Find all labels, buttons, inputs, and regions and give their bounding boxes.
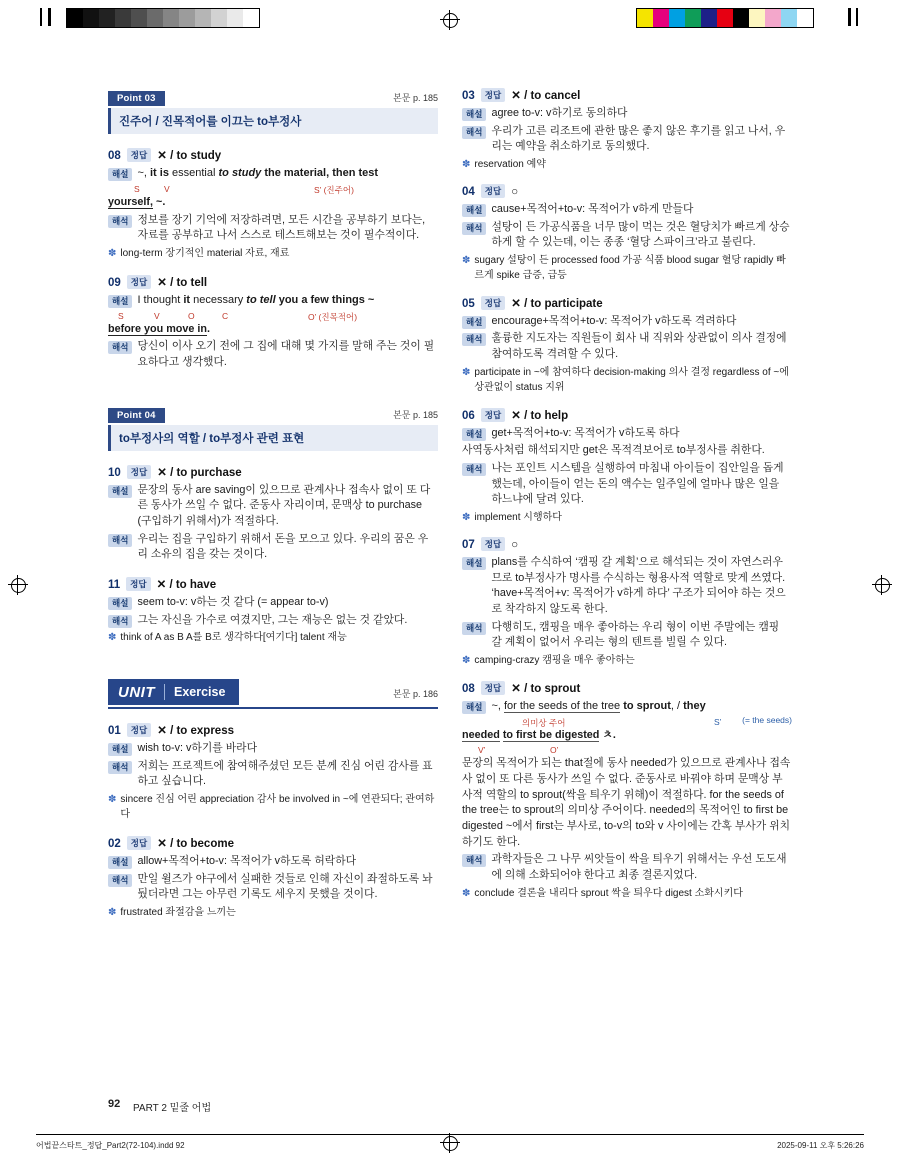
explanation-sentence: I thought it necessary to tell you a few things ~	[137, 293, 375, 306]
explanation-text: seem to-v: v하는 것 같다 (= appear to-v)	[137, 595, 329, 608]
translation-label: 해석	[108, 215, 132, 228]
translation-label: 해석	[108, 534, 132, 547]
explanation-sentence-2: before you move in.	[108, 322, 210, 335]
vocabulary-text: sugary 설탕이 든 processed food 가공 식품 blood sugar 혈당 rapidly 빠르게 spike 급증, 급등	[474, 254, 786, 281]
explanation-label: 해설	[108, 168, 132, 181]
question-number: 10	[108, 466, 121, 479]
star-icon: ✽	[462, 366, 471, 378]
vocabulary-note	[462, 510, 792, 525]
translation-text: 다행히도, 캠핑을 매우 좋아하는 우리 형이 이번 주말에는 캠핑 갈 계획이 없어서 우리는 형의 텐트를 빌릴 수 있다.	[491, 620, 780, 649]
translation-label: 해석	[108, 341, 132, 354]
unit-ref: 본문 p. 186	[393, 689, 438, 700]
vocabulary-text: implement 시행하다	[474, 511, 562, 523]
answer-label: 정답	[127, 723, 151, 737]
vocabulary-text: sincere 진심 어린 appreciation 감사 be involved in ~에 연관되다; 관여하다	[120, 794, 435, 821]
star-icon: ✽	[108, 794, 117, 806]
answer-item	[108, 275, 438, 371]
answer-label: 정답	[481, 184, 505, 198]
explanation-label: 해설	[108, 485, 132, 498]
answer-label: 정답	[126, 577, 150, 591]
question-number: 03	[462, 90, 475, 102]
translation-text: 정보를 장기 기억에 저장하려면, 모든 시간을 공부하기 보다는, 자료를 공부하고 나서 스스로 테스트해보는 것이 필수적이다.	[137, 213, 426, 242]
answer-value: ✕ / to sprout	[511, 682, 581, 695]
star-icon: ✽	[108, 632, 117, 644]
point04-header	[108, 405, 438, 421]
registration-mark-bottom	[440, 1133, 460, 1153]
explanation-label: 해설	[462, 557, 486, 570]
grayscale-swatch-bar	[66, 8, 260, 28]
point04-tag: Point 04	[108, 408, 165, 423]
explanation-sentence: ~, for the seeds of the tree to sprout, / they	[491, 699, 706, 712]
vocabulary-note	[462, 886, 792, 901]
star-icon: ✽	[462, 254, 471, 266]
explanation-text: agree to-v: v하기로 동의하다	[491, 107, 628, 119]
question-number: 07	[462, 538, 475, 551]
translation-text: 만일 윌즈가 야구에서 실패한 것들로 인해 자신이 좌절하도록 놔뒀더라면 그는 아무런 기록도 세우지 못했을 것이다.	[137, 872, 433, 901]
point03-tag: Point 03	[108, 91, 165, 106]
question-number: 04	[462, 185, 475, 198]
translation-text: 과학자들은 그 나무 씨앗들이 싹을 틔우기 위해서는 우선 도도새에 의해 소화되어야 한다고 최종 결론지었다.	[491, 853, 787, 881]
translation-label: 해석	[462, 463, 486, 476]
registration-mark-left	[8, 575, 28, 595]
answer-item	[108, 465, 438, 563]
color-swatch-bar	[636, 8, 814, 28]
star-icon: ✽	[108, 247, 117, 259]
translation-text: 나는 포인트 시스템을 실행하여 마침내 아이들이 집안일을 돕게 했는데, 아이들이 얻는 돈의 액수는 일주일에 얼마나 많은 일을 하느냐에 달려 있다.	[491, 462, 784, 506]
explanation-label: 해설	[462, 701, 486, 714]
translation-label: 해석	[462, 126, 486, 139]
explanation-text-2: 사역동사처럼 해석되지만 get은 목적격보어로 to부정사를 취한다.	[462, 444, 765, 457]
answer-label: 정답	[481, 296, 505, 310]
exercise-label: Exercise	[174, 685, 226, 700]
star-icon: ✽	[462, 887, 471, 899]
translation-text: 당신이 이사 오기 전에 그 집에 대해 몇 가지를 말해 주는 것이 필요하다고 생각했다.	[137, 340, 435, 369]
vocabulary-note	[108, 905, 438, 920]
vocabulary-text: long-term 장기적인 material 자료, 재료	[120, 247, 290, 259]
answer-item	[462, 185, 792, 283]
question-number: 09	[108, 276, 121, 289]
right-column	[462, 88, 792, 914]
vocabulary-text: camping-crazy 캠핑을 매우 좋아하는	[474, 654, 635, 666]
registration-mark-right	[872, 575, 892, 595]
translation-text: 우리가 고른 리조트에 관한 많은 좋지 않은 후기를 읽고 나서, 우리는 예약을 취소하기로 동의했다.	[491, 124, 786, 153]
question-number: 06	[462, 409, 475, 422]
grammar-annotation: 의미상 주어 S’	[522, 716, 722, 728]
trim-mark-right-2	[856, 8, 858, 26]
translation-label: 해석	[462, 333, 486, 346]
explanation-label: 해설	[108, 856, 132, 869]
banner-divider	[164, 684, 165, 700]
vocabulary-text: frustrated 좌절감을 느끼는	[120, 907, 236, 919]
explanation-text: cause+목적어+to-v: 목적어가 v하게 만들다	[491, 202, 694, 215]
grammar-annotation: S V S’ (진주어)	[134, 183, 354, 195]
grammar-annotation-2: V’ O’	[478, 745, 559, 756]
explanation-text: plans를 수식하여 ‘캠핑 갈 계획’으로 해석되는 것이 자연스러우므로 to부정사가 명사를 수식하는 형용사적 역할로 맞게 쓰였다. ‘have+목적어+v: 목적어가 v하게 하다’ 구조가 되어야 하는 것으로 착각하지 않도록 한다.	[491, 555, 786, 615]
answer-label: 정답	[127, 275, 151, 289]
vocabulary-note	[108, 792, 438, 822]
explanation-label: 해설	[462, 316, 486, 329]
unit-label: UNIT	[118, 683, 155, 701]
explanation-text: 문장의 동사 are saving이 있으므로 관계사나 접속사 없이 또 다른 동사가 쓰일 수 없다. 준동사 자리이며, 문맥상 to purchase (구입하기 위해서)가 적절하다.	[137, 483, 431, 527]
trim-mark-right	[848, 8, 851, 26]
star-icon: ✽	[462, 158, 471, 170]
answer-item	[462, 681, 792, 901]
explanation-text: wish to-v: v하기를 바라다	[137, 742, 258, 755]
explanation-label: 해설	[108, 295, 132, 308]
explanation-label: 해설	[108, 743, 132, 756]
question-number: 02	[108, 838, 121, 851]
answer-item	[108, 577, 438, 645]
point03-ref: 본문 p. 185	[393, 93, 438, 103]
answer-label: 정답	[481, 88, 505, 102]
trim-mark-left-2	[48, 8, 51, 26]
translation-label: 해석	[108, 615, 132, 628]
question-number: 01	[108, 725, 121, 738]
grammar-annotation: S V O C O’ (진목적어)	[118, 310, 358, 322]
translation-text: 설탕이 든 가공식품을 너무 많이 먹는 것은 혈당치가 빠르게 상승하게 할 수 있는데, 이는 종종 ‘혈당 스파이크’라고 불린다.	[491, 220, 790, 249]
translation-text: 저희는 프로젝트에 참여해주셨던 모든 분께 진심 어린 감사를 표하고 싶습니다.	[137, 759, 433, 788]
answer-item	[108, 723, 438, 822]
answer-item	[462, 88, 792, 172]
answer-item	[462, 296, 792, 395]
answer-value: ✕ / to express	[157, 725, 234, 738]
answer-value: ✕ / to purchase	[157, 466, 242, 479]
vocabulary-text: reservation 예약	[474, 158, 546, 170]
question-number: 05	[462, 297, 475, 310]
answer-label: 정답	[481, 408, 505, 422]
explanation-sentence: ~, it is essential to study the material, then test	[137, 167, 379, 179]
translation-label: 해석	[462, 222, 486, 235]
banner-underline	[108, 707, 438, 709]
answer-label: 정답	[481, 681, 505, 695]
answer-item	[462, 538, 792, 668]
unit-exercise-banner	[108, 679, 438, 709]
point04-ref: 본문 p. 185	[393, 409, 438, 420]
left-column	[108, 88, 438, 933]
registration-mark-top	[440, 10, 460, 30]
answer-value: ✕ / to participate	[511, 297, 603, 310]
question-number: 11	[108, 578, 121, 591]
vocabulary-text: think of A as B A를 B로 생각하다[여기다] talent 재능	[120, 632, 347, 644]
translation-label: 해석	[462, 622, 486, 635]
explanation-text: get+목적어+to-v: 목적어가 v하도록 하다	[491, 426, 680, 439]
answer-label: 정답	[127, 148, 151, 162]
footer-divider	[36, 1134, 864, 1135]
answer-value: ✕ / to become	[157, 838, 234, 851]
vocabulary-note	[108, 630, 438, 645]
vocabulary-note	[462, 365, 792, 395]
star-icon: ✽	[108, 907, 117, 919]
translation-text: 우리는 집을 구입하기 위해서 돈을 모으고 있다. 우리의 꿈은 우리 소유의 집을 갖는 것이다.	[137, 532, 429, 561]
answer-label: 정답	[481, 537, 505, 551]
explanation-text: encourage+목적어+to-v: 목적어가 v하도록 격려하다	[491, 314, 737, 327]
part-label: PART 2 밑줄 어법	[133, 1103, 212, 1114]
explanation-sentence-2: yourself, ~.	[108, 195, 166, 208]
explanation-label: 해설	[462, 204, 486, 217]
answer-value: ✕ / to tell	[157, 276, 208, 289]
vocabulary-text: conclude 결론을 내리다 sprout 싹을 틔우다 digest 소화시키다	[474, 887, 743, 899]
vocabulary-note	[462, 653, 792, 668]
page-number: 92	[108, 1098, 121, 1110]
answer-label: 정답	[127, 465, 151, 479]
trim-mark-left	[40, 8, 42, 26]
answer-value: ✕ / to study	[157, 150, 222, 162]
print-timestamp: 2025-09-11 오후 5:26:26	[777, 1141, 864, 1150]
explanation-text: allow+목적어+to-v: 목적어가 v하도록 허락하다	[137, 855, 357, 868]
explanation-label: 해설	[108, 597, 132, 610]
answer-value: ✕ / to have	[156, 578, 217, 591]
vocabulary-note	[462, 157, 792, 172]
answer-item	[108, 836, 438, 920]
answer-label: 정답	[127, 836, 151, 850]
point03-header	[108, 88, 438, 104]
vocabulary-note	[462, 253, 792, 283]
translation-text: 훌륭한 지도자는 직원들이 회사 내 직위와 상관없이 의사 결정에 참여하도록 격려할 수 있다.	[491, 332, 787, 361]
question-number: 08	[462, 682, 475, 695]
answer-item	[108, 148, 438, 261]
translation-label: 해석	[108, 874, 132, 887]
answer-value: ○	[511, 538, 519, 551]
translation-label: 해석	[462, 854, 486, 867]
file-name: 어법끝스타트_정답_Part2(72-104).indd 92	[36, 1141, 185, 1150]
answer-value: ✕ / to help	[511, 409, 569, 422]
explanation-body: 문장의 목적어가 되는 that절에 동사 needed가 있으므로 관계사나 접속사 없이 또 다른 동사가 쓰일 수 없다. 준동사로 바꿔야 하며 문맥상 부사적 역할의 to sprout(싹을 틔우기 위해)이 적절하다. for the seeds of the tree는 to sprout의 의미상 주어이다. needed의 목적어인 to first be digested ~에서 first는 부사로, to-v의 to와 v 사이에는 간혹 부사가 위치하기도 한다.	[462, 757, 791, 848]
vocabulary-note	[108, 246, 438, 261]
vocabulary-text: participate in ~에 참여하다 decision-making 의사 결정 regardless of ~에 상관없이 status 지위	[474, 366, 789, 393]
question-number: 08	[108, 150, 121, 162]
explanation-label: 해설	[462, 428, 486, 441]
explanation-sentence-2: needed to first be digested ㅊ. (= the seeds)	[462, 714, 792, 741]
explanation-label: 해설	[462, 108, 486, 121]
point04-title: to부정사의 역할 / to부정사 관련 표현	[108, 425, 438, 451]
translation-text: 그는 자신을 가수로 여겼지만, 그는 재능은 없는 것 같았다.	[137, 613, 408, 626]
star-icon: ✽	[462, 654, 471, 666]
translation-label: 해석	[108, 761, 132, 774]
answer-item	[462, 408, 792, 525]
answer-value: ○	[511, 185, 519, 198]
point03-title: 진주어 / 진목적어를 이끄는 to부정사	[108, 108, 438, 134]
answer-value: ✕ / to cancel	[511, 90, 581, 102]
star-icon: ✽	[462, 511, 471, 523]
